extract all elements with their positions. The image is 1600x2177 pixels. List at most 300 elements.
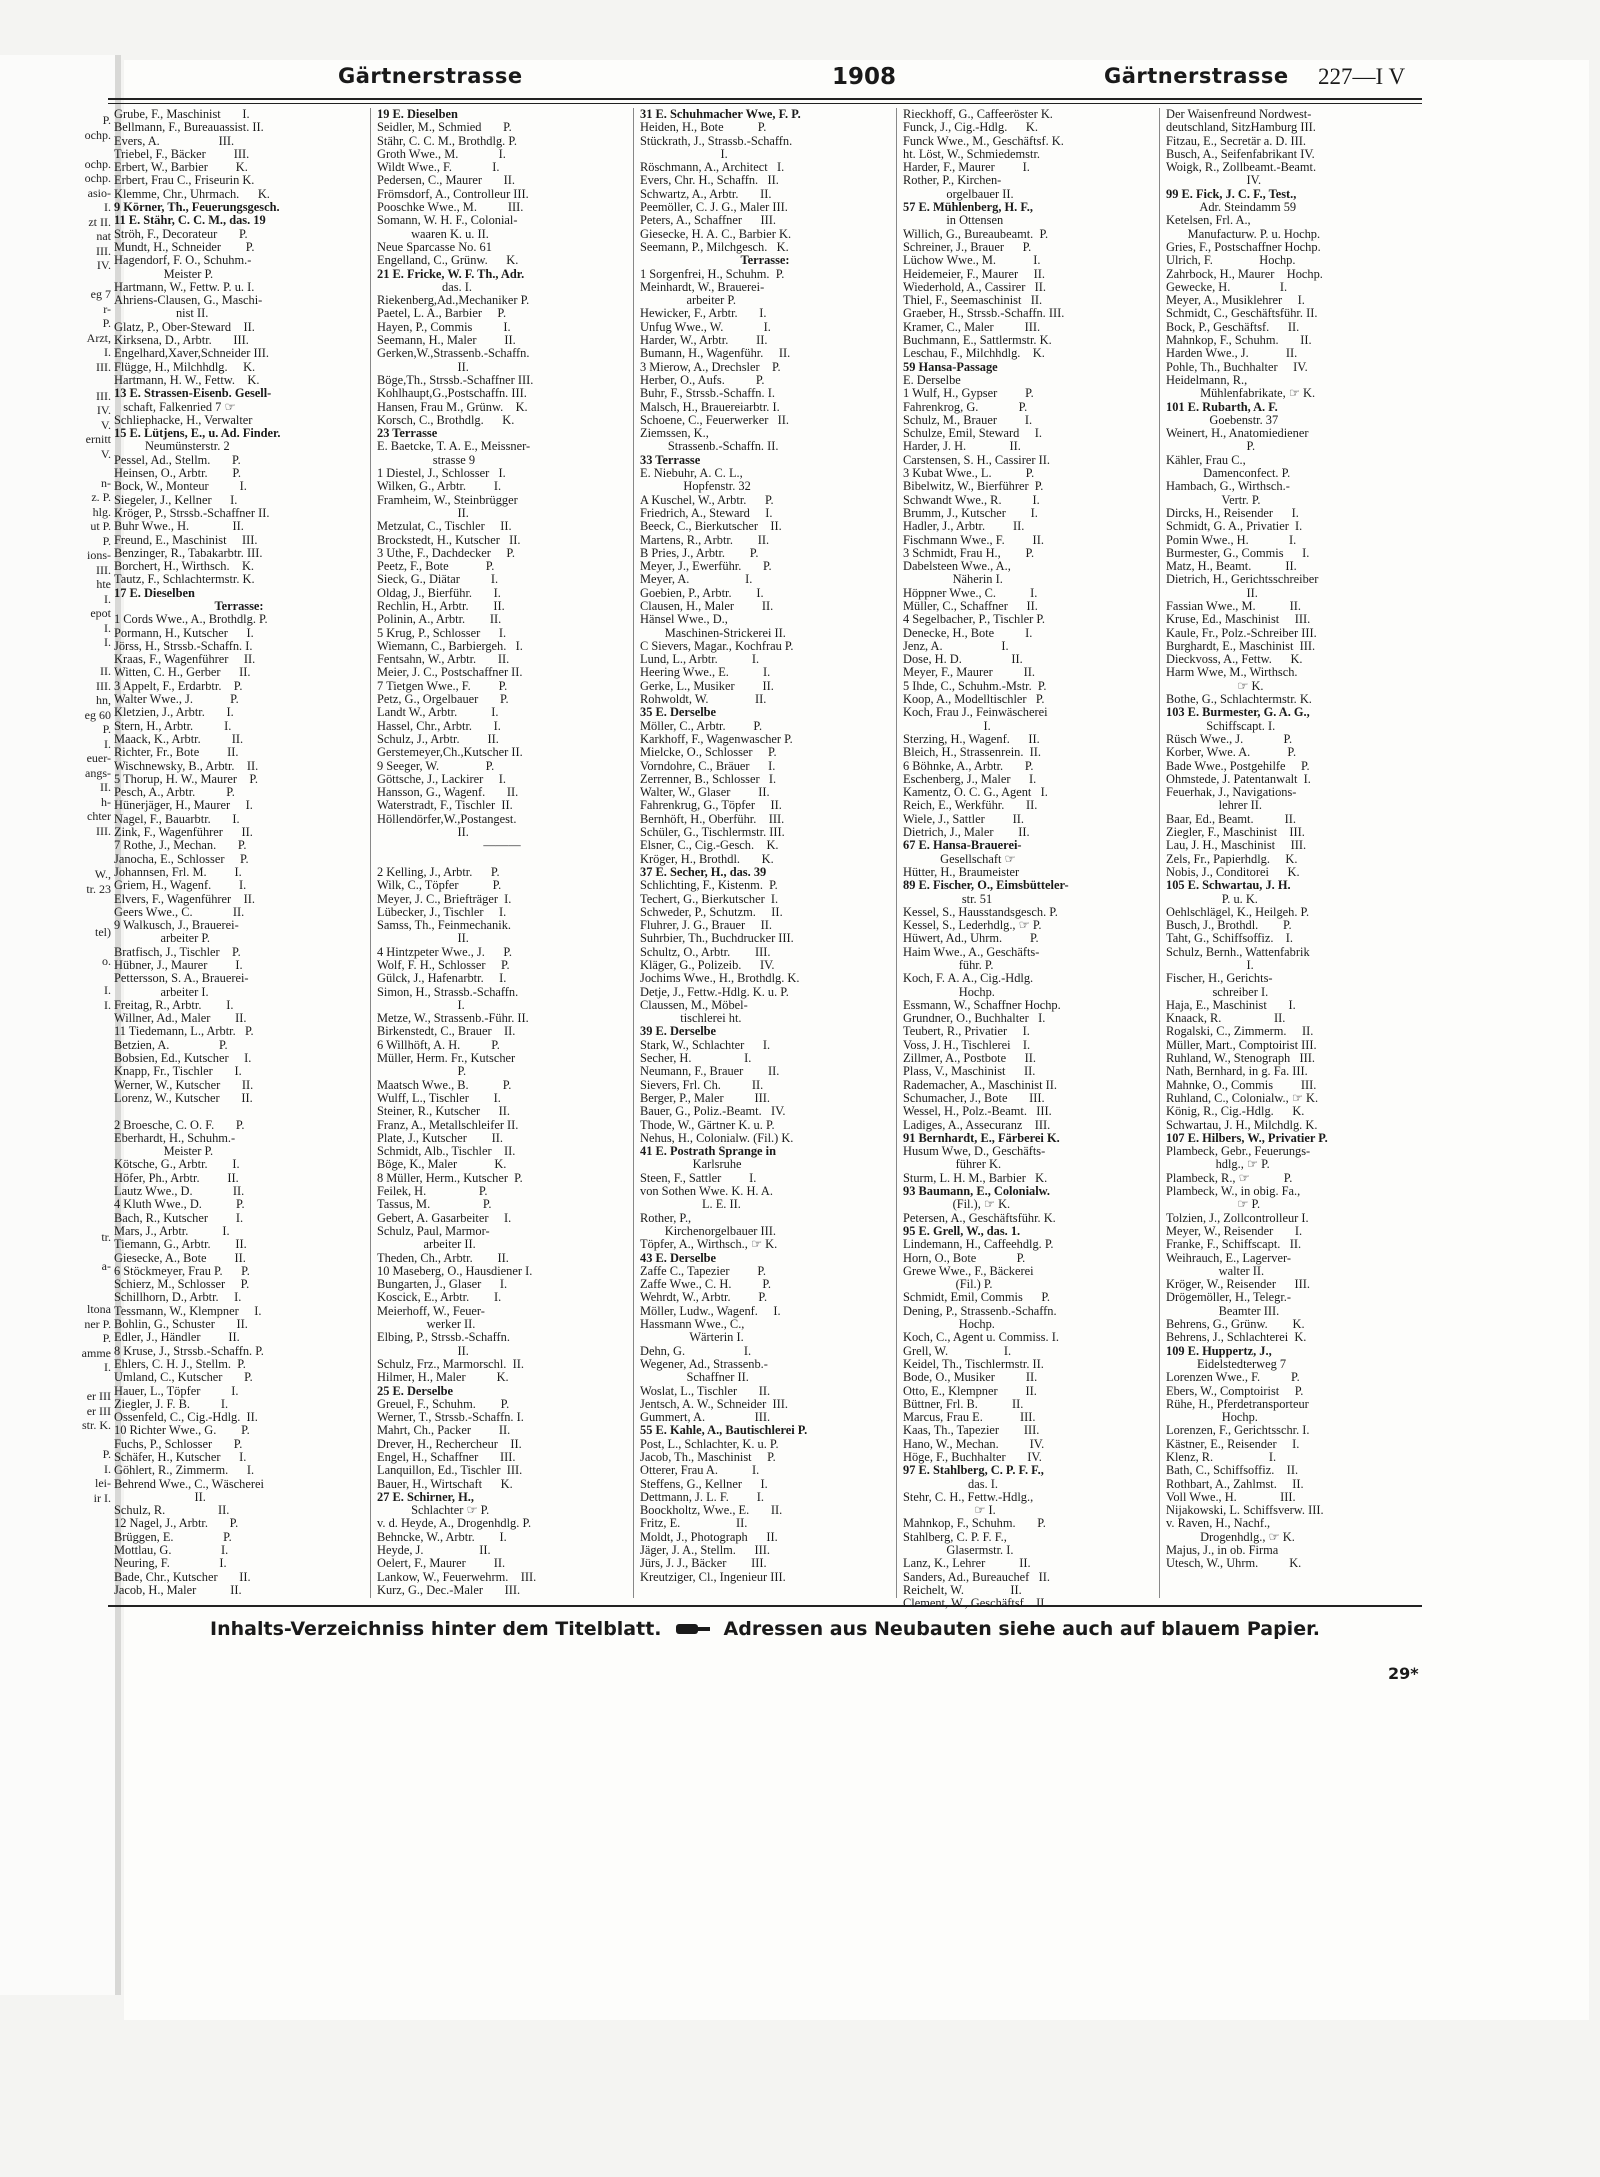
adjacent-page-text [0,55,115,1505]
resident-entry: Wiele, J., Sattler II. [903,811,1024,826]
edge-text-line: I. [104,620,111,635]
edge-text-line [0,1128,115,1143]
resident-entry: Ziegler, J. F. B. I. [114,1396,229,1411]
edge-text-line [0,273,115,288]
edge-text-line: hte [96,577,111,591]
edge-text-line: tr. 23 [86,881,111,896]
resident-entry: das. I. [377,279,472,294]
resident-entry: Schmidt, Emil, Commis P. [903,1290,1050,1305]
resident-entry: Rogalski, C., Zimmerm. II. [1166,1024,1314,1039]
resident-entry: Plambeck, Gebr., Feuerungs- [1166,1144,1311,1159]
resident-entry: Ulrich, F. Hochp. [1166,253,1296,268]
resident-entry: Willich, G., Bureaubeamt. P. [903,226,1049,241]
resident-entry: 1 Wulf, H., Gypser P. [903,386,1034,401]
resident-entry: Nobis, J., Conditorei K. [1166,864,1300,879]
resident-entry: Schultz, O., Arbtr. III. [640,944,771,959]
resident-entry: Schulz, M., Brauer I. [903,412,1033,427]
resident-entry: Lübecker, J., Tischler I. [377,904,507,919]
resident-entry: Höge, F., Buchhalter IV. [903,1449,1042,1464]
resident-entry: führer K. [903,1157,1002,1172]
resident-entry: Stark, W., Schlachter I. [640,1037,771,1052]
resident-entry: Pettersson, S. A., Brauerei- [114,971,249,986]
section-heading: Terrasse: [214,598,264,613]
pointing-hand-icon [676,1621,710,1637]
resident-entry: Busch, A., Seifenfabrikant IV. [1166,146,1315,161]
resident-entry: König, R., Cig.-Hdlg. K. [1166,1104,1305,1119]
resident-entry: Fentsahn, W., Arbtr. II. [377,652,510,667]
resident-entry: Evers, Chr. H., Schaffn. II. [640,173,779,188]
resident-entry: Umland, C., Kutscher P. [114,1370,253,1385]
resident-entry: walter II. [1166,1263,1265,1278]
resident-entry: Meyer, A. I. [640,572,753,587]
resident-entry: Claussen, M., Möbel- [640,997,748,1012]
resident-entry: Sievers, Frl. Ch. II. [640,1077,764,1092]
resident-entry: Beeck, C., Bierkutscher II. [640,519,782,534]
edge-text-line: hn, [96,693,111,707]
resident-entry: Martens, R., Arbtr. II. [640,532,770,547]
resident-entry: Otterer, Frau A. I. [640,1463,760,1478]
resident-entry: Kröger, H., Brothdl. K. [640,851,774,866]
resident-entry: Behrens, G., Grünw. K. [1166,1317,1305,1332]
page-footer [108,1612,1422,1646]
resident-entry: Nijakowski, L. Schiffsverw. III. [1166,1503,1324,1518]
resident-entry: Hagendorf, F. O., Schuhm.- [114,253,252,268]
resident-entry: 10 Richter Wwe., G. P. [114,1423,250,1438]
house-number-entry: 9 Körner, Th., Feuerungsgesch. [114,200,280,215]
resident-entry: v. d. Heyde, A., Drogenhdlg. P. [377,1516,532,1531]
resident-entry: Pomin Wwe., H. I. [1166,532,1297,547]
edge-text-line: III. [96,562,111,577]
section-heading: Terrasse: [740,253,790,268]
edge-text-line: euer- [86,751,111,765]
resident-entry: Jochims Wwe., H., Brothdlg. K. [640,971,800,986]
resident-entry: I. [903,718,991,733]
resident-entry: Sturm, L. H. M., Barbier K. [903,1170,1048,1185]
edge-text-line: tel) [95,925,111,939]
resident-entry: Framheim, W., Steinbrügger [377,492,518,507]
house-number-entry: 37 E. Secher, H., das. 39 [640,864,767,879]
resident-entry: Oldag, J., Bierführ. I. [377,585,501,600]
edge-text-line: er III [86,1389,111,1403]
resident-entry: Werner, W., Kutscher II. [114,1077,254,1092]
edge-text-line [0,650,115,665]
resident-entry: Feilek, H. P. [377,1184,488,1199]
resident-entry: Grell, W. I. [903,1343,1012,1358]
resident-entry: Wulff, L., Tischler I. [377,1090,501,1105]
resident-entry: hdlg., ☞ P. [1166,1157,1270,1172]
resident-entry: Wolf, F. H., Schlosser P. [377,958,510,972]
resident-entry: Neumann, F., Brauer II. [640,1064,780,1079]
resident-entry: Jäger, J. A., Stellm. III. [640,1543,770,1558]
resident-entry: Meyer, J. C., Briefträger I. [377,891,512,906]
resident-entry: Stehr, C. H., Fettw.-Hdlg., [903,1489,1034,1504]
resident-entry: Der Waisenfreund Nordwest- [1166,107,1312,121]
page-header [90,58,1420,94]
edge-text-line [0,1172,115,1187]
header-rule-thin [108,103,1422,104]
resident-entry: tischlerei ht. [640,1011,742,1026]
resident-entry: Berger, P., Maler III. [640,1090,771,1105]
resident-entry: Schwandt Wwe., R. I. [903,492,1040,507]
house-number-entry: 105 E. Schwartau, J. H. [1166,878,1291,893]
resident-entry: Peemöller, C. J. G., Maler III. [640,200,788,215]
house-number-entry: 55 E. Kahle, A., Bautischlerei P. [640,1423,808,1438]
resident-entry: Maschinen-Strickerei II. [640,625,786,640]
edge-text-line: P. [102,316,111,330]
resident-entry: Schulz, R. II. [114,1503,230,1518]
edge-text-line: h- [101,794,111,809]
resident-entry: Schreiner, J., Brauer P. [903,239,1032,254]
resident-entry: Heering Wwe., E. I. [640,665,771,680]
resident-entry: Lanquillon, Ed., Tischler III. [377,1463,523,1478]
resident-entry: Grewe Wwe., F., Bäckerei [903,1263,1034,1278]
edge-text-line [0,1056,115,1071]
edge-text-line: nat [96,229,111,243]
resident-entry: Hartmann, H. W., Fettw. K. [114,372,260,387]
resident-entry: Schaffner II. [640,1370,749,1385]
resident-entry: Kaule, Fr., Polz.-Schreiber III. [1166,625,1317,640]
resident-entry: 12 Nagel, J., Arbtr. P. [114,1516,239,1531]
resident-entry: Steen, F., Sattler I. [640,1170,757,1185]
resident-entry: Dehn, G. I. [640,1343,752,1358]
resident-entry: Heinsen, O., Arbtr. P. [114,466,242,481]
resident-entry: II. [377,931,469,946]
edge-text-line [0,1288,115,1303]
resident-entry: Werner, T., Strssb.-Schaffn. I. [377,1410,524,1425]
resident-entry: Brockstedt, H., Kutscher II. [377,532,521,547]
resident-entry: von Sothen Wwe. K. H. A. [640,1184,773,1199]
resident-entry: Schlichting, F., Kistenm. P. [640,878,778,893]
edge-text-line [0,1201,115,1216]
resident-entry: Klenz, R. I. [1166,1449,1277,1464]
resident-entry: Friedrich, A., Steward I. [640,505,773,520]
resident-entry: 3 Appelt, F., Erdarbtr. P. [114,678,243,693]
resident-entry: Knapp, Fr., Tischler I. [114,1064,242,1079]
resident-entry: Koop, A., Modelltischler P. [903,692,1045,707]
resident-entry: Gebert, A. Gasarbeiter I. [377,1210,512,1225]
resident-entry: Kamentz, O. C. G., Agent I. [903,785,1048,800]
resident-entry: Suhrbier, Th., Buchdrucker III. [640,931,794,946]
resident-entry: Burmester, G., Commis I. [1166,545,1310,560]
edge-text-line: I. [104,736,111,751]
resident-entry: Manufacturw. P. u. Hochp. [1166,226,1321,241]
resident-entry: Fischmann Wwe., F. II. [903,532,1044,547]
edge-text-line: P. [102,722,111,736]
resident-entry: Jacob, H., Maler II. [114,1582,242,1597]
resident-entry: nist II. [114,306,209,321]
resident-entry: Schüler, G., Tischlermstr. III. [640,825,785,840]
resident-entry: Hochp. [903,984,995,999]
resident-entry: Beamter III. [1166,1303,1280,1318]
directory-column [370,108,633,1598]
resident-entry: Ketelsen, Frl. A., [1166,213,1251,228]
resident-entry: Adr. Steindamm 59 [1166,200,1297,215]
resident-entry: Jörss, H., Strssb.-Schaffn. I. [114,638,253,653]
resident-entry: Metzulat, C., Tischler II. [377,519,512,534]
resident-entry: 1 Sorgenfrei, H., Schuhm. P. [640,266,785,281]
edge-text-line [0,1273,115,1288]
resident-entry: Oehlschlägel, K., Heilgeh. P. [1166,904,1310,919]
house-number-entry: 25 E. Derselbe [377,1383,454,1398]
resident-entry: Bath, C., Schiffsoffiz. II. [1166,1463,1299,1478]
resident-entry: Dietrich, J., Maler II. [903,825,1030,840]
resident-entry: Voss, J. H., Tischlerei I. [903,1037,1031,1052]
resident-entry: Tiemann, G., Arbtr. II. [114,1237,247,1252]
edge-text-line: o. [102,954,111,968]
resident-entry: ht. Löst, W., Schmiedemstr. [903,146,1040,161]
resident-entry: Tautz, F., Schlachtermstr. K. [114,572,255,587]
resident-entry: Harm Wwe, M., Wirthsch. [1166,665,1298,680]
resident-entry: Lüchow Wwe., M. I. [903,253,1041,268]
edge-text-line [0,896,115,911]
directory-column [108,108,370,1598]
edge-text-line: Arzt, [86,330,111,345]
resident-entry: Schiffscapt. I. [1166,718,1276,733]
resident-entry: Mahnkop, F., Schuhm. P. [903,1516,1046,1531]
resident-entry: Neue Sparcasse No. 61 [377,239,492,254]
house-number-entry: 109 E. Huppertz, J., [1166,1343,1272,1358]
resident-entry: Maatsch Wwe., B. P. [377,1077,512,1092]
resident-entry: Brumm, J., Kutscher I. [903,505,1038,520]
resident-entry: Hansson, G., Wagenf. II. [377,785,519,800]
resident-entry: Greuel, F., Schuhm. P. [377,1396,510,1411]
resident-entry: Plambeck, R., ☞ P. [1166,1170,1293,1185]
resident-entry: Bibelwitz, W., Bierführer P. [903,479,1044,494]
resident-entry: Schäfer, H., Kutscher I. [114,1449,247,1464]
edge-text-line: III. [96,823,111,838]
resident-entry: Edler, J., Händler II. [114,1330,240,1345]
resident-entry: 8 Kruse, J., Strssb.-Schaffn. P. [114,1343,264,1358]
resident-entry: 1 Cords Wwe., A., Brothdlg. P. [114,612,268,627]
edge-text-line [0,1186,115,1201]
resident-entry: Höfer, Ph., Arbtr. II. [114,1170,239,1185]
resident-entry: Matz, H., Beamt. II. [1166,559,1297,574]
resident-entry: Elbing, P., Strssb.-Schaffn. [377,1330,510,1345]
resident-entry: Walter Wwe., J. P. [114,692,239,707]
resident-entry: Zaffe C., Tapezier P. [640,1263,766,1278]
edge-text-line [0,853,115,868]
resident-entry: II. [114,1489,206,1504]
resident-entry: Feuerhak, J., Navigations- [1166,785,1297,800]
header-street-right: Gärtnerstrasse [1104,64,1289,88]
resident-entry: II. [377,359,469,374]
resident-entry: Reichelt, W. II. [903,1582,1022,1597]
house-number-entry: 15 E. Lütjens, E., u. Ad. Finder. [114,426,281,441]
resident-entry: Bothe, G., Schlachtermstr. K. [1166,692,1312,707]
resident-entry: Drogenhdlg., ☞ K. [1166,1529,1295,1544]
house-number-entry: 59 Hansa-Passage [903,359,998,374]
resident-entry: Zels, Fr., Papierhdlg. K. [1166,851,1298,866]
resident-entry: Kreutziger, Cl., Ingenieur III. [640,1569,786,1584]
resident-entry: Müller, C., Schaffner II. [903,598,1038,613]
resident-entry: Lankow, W., Feuerwehrm. III. [377,1569,537,1584]
resident-entry: Techert, G., Bierkutscher I. [640,891,779,906]
resident-entry: Haja, E., Maschinist I. [1166,997,1296,1012]
resident-entry: Unfug Wwe., W. I. [640,319,771,334]
resident-entry: 2 Kelling, J., Arbtr. P. [377,864,500,879]
edge-text-line: ernitt [85,432,111,446]
edge-text-line: n- [101,475,111,490]
resident-entry: Rother, P., Kirchen- [903,173,1002,188]
resident-entry: Secher, H. I. [640,1051,752,1066]
resident-entry: schreiber I. [1166,984,1269,999]
resident-entry: Kohlhaupt,G.,Postschaffn. III. [377,386,527,401]
resident-entry: Zink, F., Wagenführer II. [114,825,253,840]
resident-entry: Freund, E., Maschinist III. [114,532,258,547]
resident-entry: Dabelsteen Wwe., A., [903,559,1011,574]
resident-entry: Bach, R., Kutscher I. [114,1210,244,1225]
resident-entry: Pormann, H., Kutscher I. [114,625,254,640]
resident-entry: Korsch, C., Brothdlg. K. [377,412,515,427]
resident-entry: Gewecke, H. I. [1166,279,1288,294]
resident-entry: Zerrenner, B., Schlosser I. [640,771,777,786]
house-number-entry: 43 E. Derselbe [640,1250,717,1265]
edge-text-line: eg 7 [90,287,111,301]
resident-entry: Walter, W., Glaser II. [640,785,770,800]
resident-entry: Behrens, J., Schlachterei K. [1166,1330,1307,1345]
resident-entry: Groth Wwe., M. I. [377,146,506,161]
resident-entry: str. 51 [903,891,993,906]
edge-text-line: lei- [95,1476,111,1490]
house-number-entry: 91 Bernhardt, E., Färberei K. [903,1130,1060,1145]
resident-entry: Lund, L., Arbtr. I. [640,652,760,667]
edge-text-line: z. P. [91,490,111,504]
resident-entry: Möller, C., Arbtr. P. [640,718,763,733]
resident-entry: Fuchs, P., Schlosser P. [114,1436,243,1451]
resident-entry: Plass, V., Maschinist II. [903,1064,1036,1079]
resident-entry: Haim Wwe., A., Geschäfts- [903,944,1040,959]
resident-entry: Wiederhold, A., Cassirer II. [903,279,1046,294]
resident-entry: Hewicker, F., Arbtr. I. [640,306,767,321]
resident-entry: Kähler, Frau C., [1166,452,1246,467]
edge-text-line: zt II. [88,214,111,229]
resident-entry: Mahnkop, F., Schuhm. II. [1166,333,1312,348]
resident-entry: Heiden, H., Bote P. [640,120,767,135]
resident-entry: Kramer, C., Maler III. [903,319,1041,334]
resident-entry: Post, L., Schlachter, K. u. P. [640,1436,779,1451]
directory-columns [108,107,1422,1611]
house-number-entry: 31 E. Schuhmacher Wwe, F. P. [640,107,801,121]
resident-entry: arbeiter P. [114,931,211,946]
resident-entry: Hauer, L., Töpfer I. [114,1383,239,1398]
resident-entry: Kletzien, J., Arbtr. I. [114,705,234,720]
resident-entry: Boockholtz, Wwe., E. II. [640,1503,783,1518]
resident-entry: Kläger, G., Polizeib. IV. [640,958,775,972]
resident-entry: Bohlin, G., Schuster II. [114,1317,248,1332]
resident-entry: Sieck, G., Diätar I. [377,572,499,587]
resident-entry: Büttner, Frl. B. II. [903,1396,1024,1411]
house-number-entry: 39 E. Derselbe [640,1024,717,1039]
resident-entry: v. Raven, H., Nachf., [1166,1516,1271,1531]
header-street-left: Gärtnerstrasse [338,64,523,88]
edge-text-line: ochp. [84,171,111,185]
house-number-entry: 19 E. Dieselben [377,107,458,121]
resident-entry: Horn, O., Bote P. [903,1250,1026,1265]
resident-entry: Glasermstr. I. [903,1543,1014,1558]
edge-text-line: III. [96,243,111,258]
house-number-entry: 11 E. Stähr, C. C. M., das. 19 [114,213,266,228]
resident-entry: Näherin I. [903,572,1003,587]
resident-entry: Meister P. [114,1144,214,1159]
resident-entry: Rüsch Wwe., J. P. [1166,731,1293,746]
resident-entry: Dose, H. D. II. [903,652,1023,667]
resident-entry: ☞ K. [1166,678,1264,693]
resident-entry: Thode, W., Gärtner K. u. P. [640,1117,775,1132]
resident-entry: Maack, K., Arbtr. II. [114,731,244,746]
resident-entry: Meyer, F., Maurer II. [903,665,1036,680]
resident-entry: Schmidt, Alb., Tischler II. [377,1144,516,1159]
resident-entry: Seemann, H., Maler II. [377,333,516,348]
resident-entry: Flügge, H., Milchhdlg. K. [114,359,256,374]
resident-entry: Theden, Ch., Arbtr. II. [377,1250,509,1265]
house-number-entry: 21 E. Fricke, W. F. Th., Adr. [377,266,525,281]
resident-entry: Schillhorn, D., Arbtr. I. [114,1290,242,1305]
resident-entry: Behncke, W., Arbtr. I. [377,1529,507,1544]
resident-entry: Erbert, Frau C., Friseurin K. [114,173,255,188]
resident-entry: Mars, J., Arbtr. I. [114,1223,230,1238]
resident-entry: Hassmann Wwe., C., [640,1317,745,1332]
resident-entry: Eberhardt, H., Schuhm.- [114,1130,236,1145]
resident-entry: Ziemssen, K., [640,426,709,441]
resident-entry: Petersen, A., Geschäftsführ. K. [903,1210,1056,1225]
edge-text-line [0,1375,115,1390]
edge-text-line: I. [104,997,111,1012]
resident-entry: Carstensen, S. H., Cassirer II. [903,452,1050,467]
resident-entry: Ruhland, C., Colonialw., ☞ K. [1166,1090,1319,1105]
edge-text-line: I. [104,635,111,649]
resident-entry: Dietrich, H., Gerichtsschreiber [1166,572,1319,587]
resident-entry: Utesch, W., Uhrm. K. [1166,1556,1302,1571]
resident-entry: Metze, W., Strassenb.-Führ. II. [377,1011,529,1026]
resident-entry: Busch, J., Brothdl. P. [1166,918,1292,933]
resident-entry: Schwartau, J. H., Milchdlg. K. [1166,1117,1318,1132]
resident-entry: Wiemann, C., Barbiergeh. I. [377,638,523,653]
edge-text-line: P. [102,113,111,127]
resident-entry: (Fil.), ☞ K. [903,1197,1011,1212]
resident-entry: 3 Mierow, A., Drechsler P. [640,359,781,374]
resident-entry: Fahrenkrug, G., Töpfer II. [640,798,782,813]
resident-entry: Nath, Bernhard, in g. Fa. III. [1166,1064,1308,1079]
resident-entry: Steffens, G., Kellner I. [640,1476,768,1491]
edge-text-line: ltona [87,1302,111,1316]
house-number-entry: 23 Terrasse [377,426,438,441]
resident-entry: Franz, A., Metallschleifer II. [377,1117,519,1132]
resident-entry: Fitzau, E., Secretär a. D. III. [1166,133,1307,148]
resident-entry: Neuring, F. I. [114,1556,227,1571]
resident-entry: Lorenzen, F., Gerichtsschr. I. [1166,1423,1310,1438]
resident-entry: schaft, Falkenried 7 ☞ [114,399,236,414]
resident-entry: Vertr. P. [1166,492,1261,507]
resident-entry: deutschland, SitzHamburg III. [1166,120,1316,135]
resident-entry: Seemann, P., Milchgesch. K. [640,239,789,254]
resident-entry: II. [377,505,469,520]
resident-entry: Meier, J. C., Postschaffner II. [377,665,523,680]
resident-entry: Rohwoldt, W. II. [640,692,767,707]
resident-entry: Denecke, H., Bote I. [903,625,1033,640]
resident-entry: 3 Schmidt, Frau H., P. [903,545,1035,560]
house-number-entry: 107 E. Hilbers, W., Privatier P. [1166,1130,1328,1145]
resident-entry: Geers Wwe., C. II. [114,904,245,919]
resident-entry: Engelhard,Xaver,Schneider III. [114,346,270,361]
resident-entry: Rademacher, A., Maschinist II. [903,1077,1057,1092]
resident-entry: 9 Seeger, W. P. [377,758,495,773]
resident-entry: Fahrenkrog, G. P. [903,399,1028,414]
resident-entry: I. [377,997,465,1012]
resident-entry: Hütter, H., Braumeister [903,864,1020,879]
edge-text-line [0,1215,115,1230]
resident-entry: 5 Thorup, H. W., Maurer P. [114,771,258,786]
resident-entry: Vorndohre, C., Bräuer I. [640,758,776,773]
